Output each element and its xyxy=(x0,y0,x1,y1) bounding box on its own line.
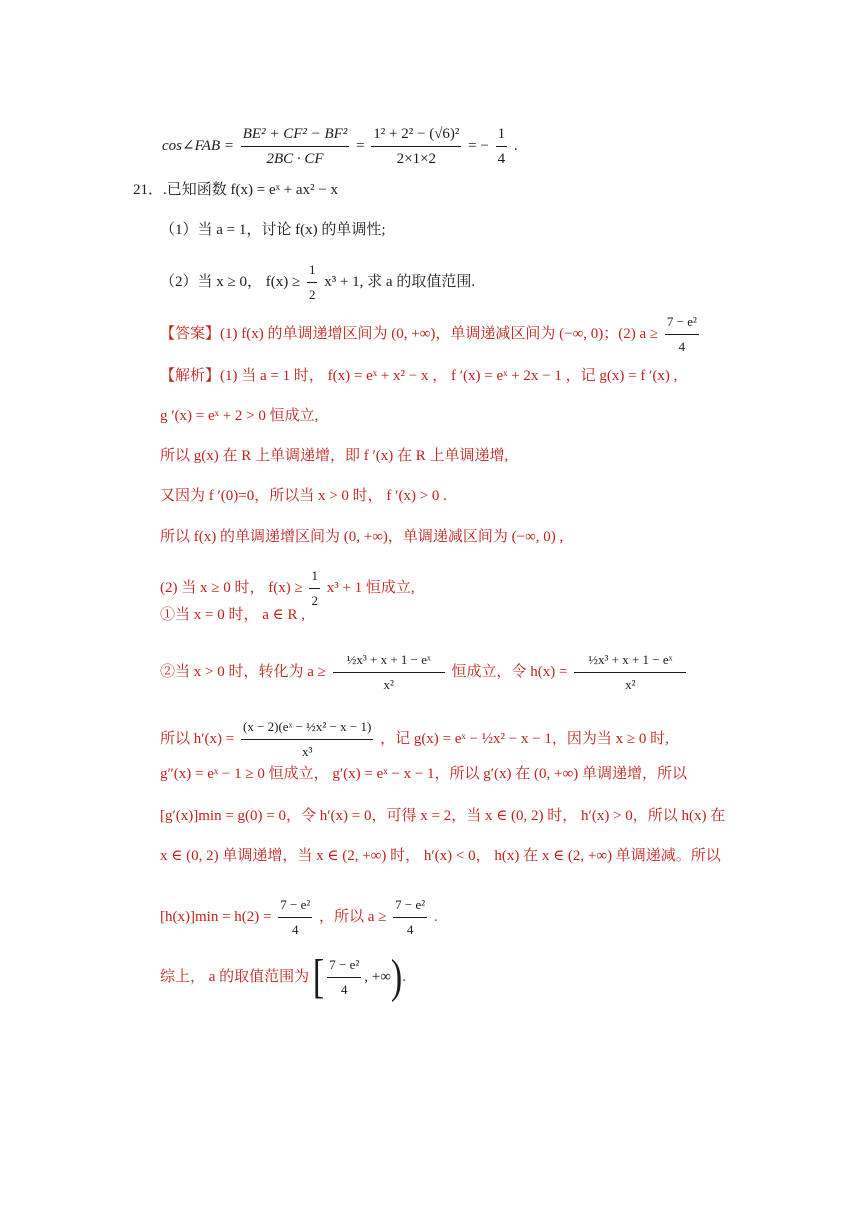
solution-l13-fraction-2 xyxy=(393,895,427,940)
question-1-text: （1）当 a = 1，讨论 f(x) 的单调性; xyxy=(160,222,386,238)
solution-line-11 xyxy=(160,806,725,826)
solution-l13-pre: [h(x)]min = h(2) = xyxy=(160,908,272,925)
solution-l14-post: , +∞ xyxy=(364,968,391,985)
solution-line-14 xyxy=(160,950,406,1003)
frac3-denominator: 4 xyxy=(497,151,506,167)
solution-l8-pre: ②当 x > 0 时，转化为 a ≥ xyxy=(160,663,326,680)
frac1-denominator: 2BC · CF xyxy=(266,151,324,167)
solution-l6-post: x³ + 1 恒成立, xyxy=(326,579,415,596)
solution-l6-fraction xyxy=(309,566,320,611)
solution-line-3 xyxy=(160,446,508,466)
question-2-post: x³ + 1, 求 a 的取值范围. xyxy=(324,273,476,290)
l8-num: ½x³ + x + 1 − eˣ xyxy=(333,650,445,673)
answer-line xyxy=(160,312,702,357)
solution-l14-fraction xyxy=(327,955,361,1000)
period: . xyxy=(513,137,518,154)
solution-line-13 xyxy=(160,895,438,940)
question-1 xyxy=(160,220,386,240)
l8-den: x² xyxy=(383,677,394,692)
equals-sign: = xyxy=(356,137,365,154)
l6-frac-num: 1 xyxy=(309,566,320,589)
solution-l9-pre: 所以 h′(x) = xyxy=(160,730,235,747)
l13-num2: 7 − e² xyxy=(393,895,427,918)
l13-den: 4 xyxy=(291,922,299,937)
cos-fraction-3 xyxy=(496,124,508,169)
answer-frac-num: 7 − e² xyxy=(665,312,699,335)
q2-frac-den: 2 xyxy=(308,287,316,302)
l13-den2: 4 xyxy=(406,922,414,937)
l13-num: 7 − e² xyxy=(278,895,312,918)
problem-stem-text: .已知函数 f(x) = eˣ + ax² − x xyxy=(163,182,339,198)
problem-number: 21． xyxy=(133,182,164,198)
solution-l13-mid: ，所以 a ≥ xyxy=(318,908,387,925)
frac3-numerator: 1 xyxy=(496,124,508,147)
l14-num: 7 − e² xyxy=(327,955,361,978)
answer-frac-den: 4 xyxy=(678,339,686,354)
cos-fraction-1 xyxy=(241,124,350,169)
left-bracket: [ xyxy=(312,950,325,1003)
solution-l7: ①当 x = 0 时， a ∈ R , xyxy=(160,607,305,623)
solution-line-7 xyxy=(160,605,305,625)
q2-frac-num: 1 xyxy=(307,260,318,283)
l6-frac-den: 2 xyxy=(311,593,318,608)
solution-l8-fraction-2 xyxy=(574,650,686,695)
l8-den2: x² xyxy=(625,677,636,692)
solution-line-1 xyxy=(160,366,677,386)
solution-l2: g ′(x) = eˣ + 2 > 0 恒成立, xyxy=(160,408,319,424)
solution-l3: 所以 g(x) 在 R 上单调递增，即 f ′(x) 在 R 上单调递增, xyxy=(160,448,509,464)
l14-den: 4 xyxy=(341,982,348,997)
l9-num: (x − 2)(eˣ − ½x² − x − 1) xyxy=(241,717,373,740)
cos-lhs: cos∠FAB = xyxy=(162,137,234,154)
answer-tag: 【答案】 xyxy=(160,325,221,342)
frac2-numerator: 1² + 2² − (√6)² xyxy=(371,124,461,147)
answer-text: (1) f(x) 的单调递增区间为 (0, +∞)，单调递减区间为 (−∞, 0)；(2) a ≥ xyxy=(220,325,659,342)
solution-l6-pre: (2) 当 x ≥ 0 时， f(x) ≥ xyxy=(160,579,303,596)
solution-l8-mid: 恒成立，令 h(x) = xyxy=(451,663,568,680)
solution-l5: 所以 f(x) 的单调递增区间为 (0, +∞)，单调递减区间为 (−∞, 0) , xyxy=(160,529,564,545)
question-2-fraction xyxy=(307,260,318,305)
solution-line-2 xyxy=(160,406,318,426)
solution-l13-fraction-1 xyxy=(278,895,312,940)
solution-line-8 xyxy=(160,650,689,695)
problem-stem xyxy=(133,180,338,200)
solution-l10: g″(x) = eˣ − 1 ≥ 0 恒成立， g′(x) = eˣ − x − 1，所以 g′(x) 在 (0, +∞) 单调递增，所以 xyxy=(160,766,687,782)
solution-l13-end: . xyxy=(433,908,438,925)
solution-line-4 xyxy=(160,486,447,506)
solution-l9-post: ，记 g(x) = eˣ − ½x² − x − 1，因为当 x ≥ 0 时, xyxy=(380,730,669,747)
question-2-pre: （2）当 x ≥ 0， f(x) ≥ xyxy=(160,273,301,290)
equals-minus: = − xyxy=(468,137,489,154)
solution-line-9 xyxy=(160,717,669,762)
frac2-denominator: 2×1×2 xyxy=(396,151,437,167)
solution-l11: [g′(x)]min = g(0) = 0，令 h′(x) = 0，可得 x = 2，当 x ∈ (0, 2) 时， h′(x) > 0，所以 h(x) 在 xyxy=(160,808,726,824)
solution-line-12 xyxy=(160,846,721,866)
right-paren: ) xyxy=(390,950,403,1003)
solution-l1: (1) 当 a = 1 时， f(x) = eˣ + x² − x ， f ′(x) = eˣ + 2x − 1 ，记 g(x) = f ′(x) , xyxy=(220,368,678,384)
l9-den: x³ xyxy=(301,744,313,759)
solution-line-10 xyxy=(160,764,687,784)
solution-l14-pre: 综上， a 的取值范围为 xyxy=(160,968,310,985)
solution-l12: x ∈ (0, 2) 单调递增，当 x ∈ (2, +∞) 时， h′(x) < 0， h(x) 在 x ∈ (2, +∞) 单调递减。所以 xyxy=(160,848,721,864)
solution-line-5 xyxy=(160,527,563,547)
solution-l8-fraction-1 xyxy=(333,650,445,695)
question-2 xyxy=(160,260,475,305)
l8-num2: ½x³ + x + 1 − eˣ xyxy=(574,650,686,673)
cos-formula xyxy=(162,124,518,169)
solution-l9-fraction xyxy=(241,717,373,762)
frac1-numerator: BE² + CF² − BF² xyxy=(241,124,350,147)
solution-tag: 【解析】 xyxy=(160,368,221,384)
answer-fraction xyxy=(665,312,699,357)
solution-l14-end: . xyxy=(402,968,406,985)
cos-fraction-2 xyxy=(371,124,461,169)
solution-l4: 又因为 f ′(0)=0，所以当 x > 0 时， f ′(x) > 0 . xyxy=(160,488,447,504)
